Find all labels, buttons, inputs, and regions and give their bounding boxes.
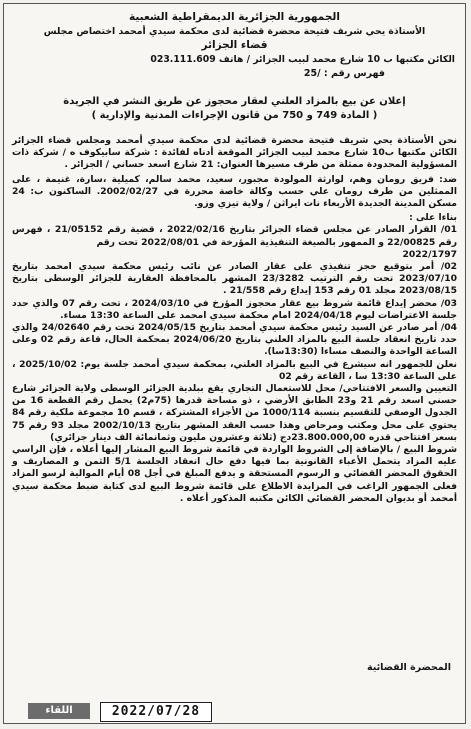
notice-legal-articles: ( المادة 749 و 750 من قانون الإجراءات المدنية والإدارية )	[91, 110, 378, 121]
index-reference: فهرس رقم : /25	[303, 68, 385, 79]
paragraph-intro: نحن الأستاذة يحي شريف فتيحة محضرة قضائية لدى محكمة سيدي أمحمد ومجلس قضاء الجزائر الكائن مكتبها ب10 شارع محمد لبيب الجزائر الموقعة أدناه لفائدة : شركة سابيكوف ه / شركة ذات المسؤولية المحدودة ممثلة من طرف مسيرها العنوان: 21 شارع اسعد حساني / الجزائر .	[12, 135, 457, 171]
paragraph-based-on: بناءا على :	[409, 212, 457, 224]
legal-notice-page	[3, 3, 466, 724]
notice-body	[4, 135, 465, 505]
paragraph-item-04: 04/ أمر صادر عن السيد رئيس محكمة سيدي أمحمد بتاريخ 2024/05/15 تحت رقم 24/02640 والذي حدد تاريخ انعقاد جلسة البيع بالمزاد العلني بتاريخ 2024/06/20 بمحكمة الحال، قاعة رقم 02 وعلى الساعة الواحدة والنصف مساءا (13:30سا).	[12, 322, 457, 358]
paragraph-item-01-number: 2022/1797	[402, 248, 457, 260]
notice-titles	[4, 95, 465, 123]
newspaper-footer	[28, 700, 228, 724]
paragraph-sale-conditions: شروط البيع / بالإضافة إلى الشروط الواردة في قائمة شروط البيع المشار إليها أعلاه ، فإن الراسي عليه المزاد يتحمل الأعباء القانونية بما فيها دفع حال انعقاد الجلسة 5/1 الثمن و المصاريف و الحقوق المحضر القضائي و الرسوم المستحقة و يدفع المبلغ في أجل 08 أيام الموالية لرسو المزاد فعلى الجمهور الراغب في المزايدة الاطلاع على قائمة شروط البيع لدى كتابة ضبط محكمة سيدي أمحمد أو بديوان المحضر القضائي الكائن مكتبه المذكور أعلاه .	[12, 444, 458, 504]
bailiff-office-court: قضاء الجزائر	[201, 39, 268, 51]
notice-title: إعلان عن بيع بالمزاد العلني لعقار محجوز عن طريق النشر في الجريدة	[63, 96, 406, 107]
paragraph-item-01: 01/ القرار الصادر عن مجلس قضاء الجزائر بتاريخ 2022/02/16 ، قضية رقم 21/05152 ، فهرس رقم 22/00825 و الممهور بالصيغة التنفيذية المؤرخة في 2022/08/01 تحت رقم	[12, 224, 458, 248]
notice-header	[4, 4, 465, 81]
paragraph-item-03: 03/ محضر إيداع قائمة شروط بيع عقار محجوز المؤرخ في 2024/03/10 ، تحت رقم 07 والذي حدد جلسة الاعتراضات ليوم 2024/04/18 امام محكمة سيدي امحمد على الساعة 13:30 مساء.	[12, 297, 458, 321]
office-address: الكائن مكتبها ب 10 شارع محمد لبيب الجزائر / هاتف 023.111.609	[150, 54, 455, 65]
paragraph-item-02: 02/ أمر بتوقيع حجز تنفيذي على عقار الصادر عن نائب رئيس محكمة سيدي امحمد بتاريخ 2023/07/10 تحت رقم الترتيب 23/3282 المشهر بالمحافظة العقارية للجزائر الوسطى بتاريخ 2023/08/15 مجلد 01 رقم 153 إيداع رقم 21/558 .	[12, 261, 458, 297]
bailiff-office-line: الأستاذة يحي شريف فتيحة محضرة قضائية لدى محكمة سيدي أمحمد اختصاص مجلس	[43, 26, 426, 37]
bailiff-signature-label: المحضرة القضائية	[366, 662, 451, 673]
publication-date: 2022/07/28	[100, 702, 212, 722]
paragraph-property-description: التعيين والسعر الافتتاحي/ محل للاستعمال التجاري يقع ببلدية الجزائر الوسطى ولاية الجزائر شارع حسني اسعد رقم 21 و23 الطابق الأرضي ، ذو مساحة قدرها (75م2) يحمل رقم القطعة 16 من الجدول الوصفي للتقسيم بنسبة 1000/114 من الأجزاء المشتركة ، قسم 10 مجموعة ملكية رقم 84 يحتوي على محل ومكتب ومرحاض وهذا حسب العقد المشهر بتاريخ 2002/10/13 مجلد 93 رقم 75 بسعر افتتاحي قدره 23.800.000,00دج (ثلاثة وعشرون مليون وثمانمائة الف دينار جزائري)	[12, 383, 458, 443]
republic-title: الجمهورية الجزائرية الديمقراطية الشعبية	[129, 11, 340, 23]
paragraph-against: ضد: فريق رومان وهم، لوارثة المولودة مجبور، سعيد، محمد سالم، كميلية ،سارة، غنيمة ، على الممثلين من طرف رومان علي حسب وكالة خاصة محررة في 2002/02/27. الساكنون ب: 24 مسكن المدينة الجديدة الأربعاء نات ايراثن / ولاية تيزي وزو.	[12, 173, 458, 210]
newspaper-name: اللقاء	[28, 703, 90, 719]
paragraph-auction-session: نعلن للجمهور انه سيشرع في البيع بالمزاد العلني، بمحكمة سيدي أمحمد جلسة يوم: 2025/10/02 ، على الساعة 13:30 سا ، القاعة رقم 02	[12, 358, 457, 382]
